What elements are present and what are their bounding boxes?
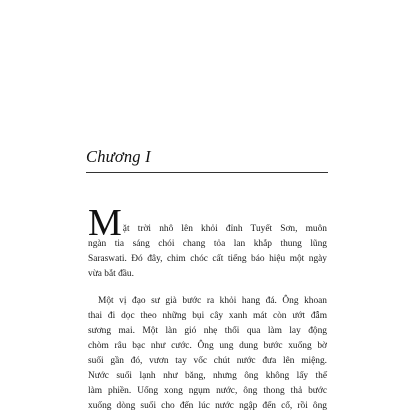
text-line: vừa bắt đầu. — [88, 269, 134, 279]
chapter-body — [88, 202, 327, 414]
chapter-title: Chương I — [86, 147, 151, 166]
text-line: Một vị đạo sư già bước ra khỏi hang đá. Ông khoan — [98, 296, 327, 306]
text-line: Saraswati. Đó đây, chim chóc cất tiếng báo hiệu một ngày — [88, 254, 327, 264]
text-line: làm phiền. Uống xong ngụm nước, ông thong thả bước — [88, 386, 327, 396]
chapter-divider — [86, 172, 328, 173]
text-line: sương mai. Một làn gió nhẹ thổi qua làm lay động — [88, 326, 327, 336]
paragraph-1 — [88, 202, 327, 282]
text-line: chòm râu bạc như cước. Ông ung dung bước xuống bờ — [88, 341, 327, 351]
paragraph-2 — [88, 294, 327, 414]
text-line: thai đi dọc theo những bụi cây xanh mát còn ướt đẫm — [88, 311, 327, 321]
drop-cap: M — [88, 202, 122, 244]
text-line: ngàn tia sáng chói chang tỏa lan khắp thung lũng — [88, 239, 327, 249]
first-line-text: ặt trời nhô lên khỏi đỉnh Tuyết Sơn, muôn — [122, 224, 327, 234]
text-line: suối gần đó, vươn tay vốc chút nước đưa lên miệng. — [88, 356, 327, 366]
text-line: xuống dòng suối cho đến lúc nước ngập đến cổ, rồi ông — [88, 401, 327, 411]
text-line: Nước suối lạnh như băng, nhưng ông không lấy thế — [88, 371, 327, 381]
